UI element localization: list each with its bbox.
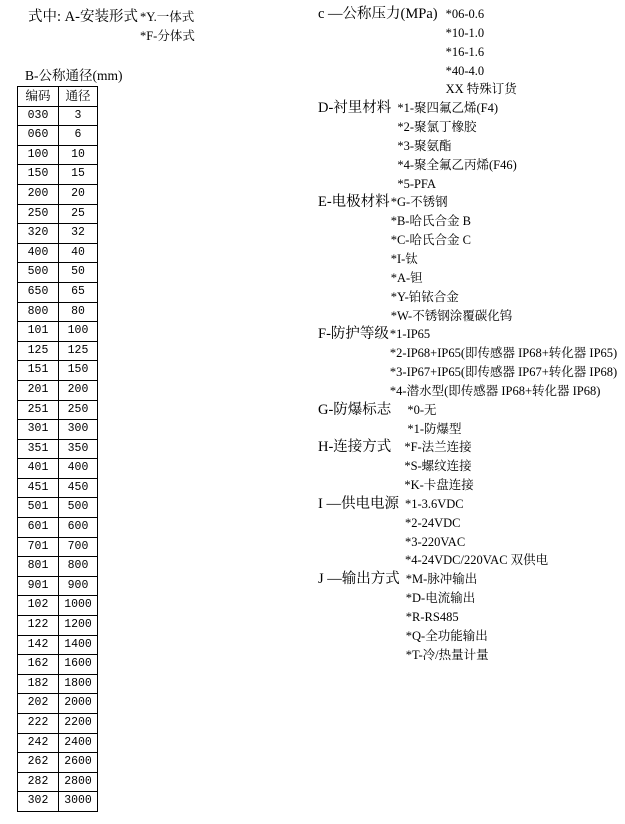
table-row [18, 322, 98, 342]
option-line [397, 175, 516, 194]
code-cell: 401 [18, 459, 59, 479]
option-text: *G-不锈钢 [390, 195, 448, 210]
table-row [18, 655, 98, 675]
diameter-cell: 1400 [59, 635, 98, 655]
diameter-cell: 200 [59, 380, 98, 400]
table-row [18, 733, 98, 753]
diameter-cell: 6 [59, 126, 98, 146]
code-cell: 302 [18, 792, 59, 812]
option-line [446, 80, 517, 99]
option-text: *1-3.6VDC [404, 496, 464, 511]
option-text: *10-1.0 [445, 25, 485, 40]
option-text: *F-分体式 [139, 28, 195, 43]
option-line [397, 137, 516, 156]
section-connection-type [318, 438, 617, 495]
table-row [18, 478, 98, 498]
code-cell: 202 [18, 694, 59, 714]
diameter-cell: 3000 [59, 792, 98, 812]
option-text: *A-钽 [390, 270, 423, 285]
option-list [397, 99, 516, 193]
diameter-cell: 500 [59, 498, 98, 518]
diameter-cell: 50 [59, 263, 98, 283]
diameter-cell: 900 [59, 576, 98, 596]
section-label: E-电极材料 [318, 194, 390, 211]
table-row [18, 439, 98, 459]
diameter-cell: 250 [59, 400, 98, 420]
code-cell: 351 [18, 439, 59, 459]
table-row [18, 282, 98, 302]
table-row [18, 400, 98, 420]
diameter-cell: 125 [59, 341, 98, 361]
table-header-row [18, 87, 98, 107]
code-cell: 901 [18, 576, 59, 596]
code-cell: 301 [18, 420, 59, 440]
diameter-cell: 15 [59, 165, 98, 185]
option-line [391, 212, 513, 231]
option-text: *1-IP65 [389, 327, 431, 342]
option-line [391, 288, 513, 307]
table-row [18, 145, 98, 165]
diameter-cell: 80 [59, 302, 98, 322]
table-row [18, 184, 98, 204]
option-line [405, 495, 548, 514]
option-text: *3-IP67+IP65(即传感器 IP67+转化器 IP68) [389, 365, 618, 380]
section-label: I —供电电源 [318, 495, 399, 512]
table-row [18, 576, 98, 596]
option-line [390, 382, 617, 401]
section-lining-material [318, 99, 617, 193]
section-label: F-防护等级 [318, 326, 389, 343]
option-text: *06-0.6 [445, 7, 485, 21]
option-text: *D-电流输出 [405, 591, 476, 606]
code-cell: 701 [18, 537, 59, 557]
section-explosion-proof [318, 401, 617, 439]
code-cell: 101 [18, 322, 59, 342]
table-row [18, 420, 98, 440]
spec-sections [318, 5, 617, 665]
code-cell: 650 [18, 282, 59, 302]
option-text: *K-卡盘连接 [404, 478, 474, 493]
option-text: *4-潜水型(即传感器 IP68+转化器 IP68) [389, 383, 601, 398]
option-line [397, 156, 516, 175]
option-line [140, 27, 195, 46]
diameter-cell: 800 [59, 557, 98, 577]
table-row [18, 459, 98, 479]
section-power-supply [318, 495, 617, 570]
code-cell: 102 [18, 596, 59, 616]
option-text: *5-PFA [397, 176, 436, 191]
option-list [405, 495, 548, 570]
option-line [391, 307, 513, 326]
section-output-mode [318, 570, 617, 664]
option-text: *2-24VDC [404, 515, 461, 530]
table-body [18, 106, 98, 811]
option-line [397, 118, 516, 137]
option-text: *F-法兰连接 [404, 440, 472, 455]
option-text: *R-RS485 [405, 610, 459, 624]
option-line [391, 231, 513, 250]
code-cell: 262 [18, 753, 59, 773]
section-label: H-连接方式 [318, 439, 392, 456]
code-cell: 151 [18, 361, 59, 381]
option-line [446, 62, 517, 81]
option-line [446, 43, 517, 62]
option-line [407, 401, 461, 420]
table-row [18, 753, 98, 773]
option-line [406, 627, 489, 646]
option-line [446, 5, 517, 24]
diameter-cell: 350 [59, 439, 98, 459]
table-row [18, 537, 98, 557]
option-text: *16-1.6 [445, 44, 485, 59]
code-cell: 242 [18, 733, 59, 753]
diameter-cell: 10 [59, 145, 98, 165]
option-text: *S-螺纹连接 [404, 459, 472, 474]
option-text: *1-聚四氟乙烯(F4) [397, 101, 499, 116]
section-label: 式中: A-安装形式 [28, 9, 138, 25]
section-protection-class [318, 325, 617, 400]
table-row [18, 302, 98, 322]
code-cell: 800 [18, 302, 59, 322]
table-row [18, 792, 98, 812]
option-list [391, 193, 513, 325]
code-cell: 451 [18, 478, 59, 498]
diameter-cell: 400 [59, 459, 98, 479]
code-cell: 201 [18, 380, 59, 400]
table-row [18, 616, 98, 636]
table-row [18, 263, 98, 283]
diameter-cell: 2600 [59, 753, 98, 773]
option-text: *Y.一体式 [139, 10, 195, 24]
option-text: *4-聚全氟乙丙烯(F46) [397, 157, 517, 172]
code-cell: 162 [18, 655, 59, 675]
option-text: *3-聚氨酯 [397, 138, 452, 153]
option-list [406, 570, 489, 664]
code-cell: 125 [18, 341, 59, 361]
section-electrode-material [318, 193, 617, 325]
diameter-cell: 32 [59, 224, 98, 244]
option-text: *I-钛 [390, 251, 418, 266]
table-row [18, 674, 98, 694]
option-line [390, 325, 617, 344]
option-text: *B-哈氏合金 B [390, 214, 471, 229]
option-text: *0-无 [407, 402, 437, 417]
diameter-cell: 2400 [59, 733, 98, 753]
diameter-cell: 1200 [59, 616, 98, 636]
table-row [18, 498, 98, 518]
option-text: *T-冷/热量计量 [405, 647, 489, 662]
option-text: *4-24VDC/220VAC 双供电 [404, 553, 549, 568]
table-row [18, 635, 98, 655]
table-row [18, 126, 98, 146]
option-line [405, 533, 548, 552]
table-row [18, 714, 98, 734]
table-row [18, 596, 98, 616]
diameter-cell: 65 [59, 282, 98, 302]
diameter-cell: 600 [59, 518, 98, 538]
diameter-cell: 1000 [59, 596, 98, 616]
table-row [18, 518, 98, 538]
option-line [390, 363, 617, 382]
diameter-cell: 450 [59, 478, 98, 498]
code-cell: 030 [18, 106, 59, 126]
option-line [406, 589, 489, 608]
option-text: XX 特殊订货 [445, 82, 517, 97]
code-cell: 200 [18, 184, 59, 204]
option-list [140, 8, 195, 46]
option-text: *M-脉冲输出 [405, 572, 478, 587]
diameter-cell: 150 [59, 361, 98, 381]
option-list [446, 5, 517, 99]
table-row [18, 772, 98, 792]
option-line [140, 8, 195, 27]
code-cell: 320 [18, 224, 59, 244]
option-line [446, 24, 517, 43]
option-text: *3-220VAC [404, 534, 466, 549]
option-line [390, 344, 617, 363]
option-list [390, 325, 617, 400]
table-row [18, 557, 98, 577]
code-cell: 222 [18, 714, 59, 734]
option-text: *W-不锈钢涂覆碳化钨 [390, 308, 513, 323]
code-cell: 251 [18, 400, 59, 420]
diameter-cell: 40 [59, 243, 98, 263]
section-label: c —公称压力(MPa) [318, 6, 438, 22]
code-cell: 500 [18, 263, 59, 283]
option-text: *2-IP68+IP65(即传感器 IP68+转化器 IP65) [389, 346, 618, 361]
code-cell: 501 [18, 498, 59, 518]
option-text: *2-聚氯丁橡胶 [397, 120, 477, 135]
diameter-cell: 2200 [59, 714, 98, 734]
diameter-code-table [17, 86, 98, 812]
table-row [18, 204, 98, 224]
option-line [391, 250, 513, 269]
option-line [391, 193, 513, 212]
option-line [406, 608, 489, 627]
code-cell: 100 [18, 145, 59, 165]
option-text: *1-防爆型 [407, 421, 462, 436]
option-line [406, 646, 489, 665]
diameter-cell: 1600 [59, 655, 98, 675]
section-label: J —输出方式 [318, 571, 400, 588]
option-line [405, 551, 548, 570]
option-line [404, 457, 473, 476]
diameter-cell: 2000 [59, 694, 98, 714]
diameter-cell: 20 [59, 184, 98, 204]
option-line [404, 438, 473, 457]
table-header-code: 编码 [18, 87, 59, 107]
option-line [397, 99, 516, 118]
diameter-cell: 300 [59, 420, 98, 440]
code-cell: 182 [18, 674, 59, 694]
code-cell: 150 [18, 165, 59, 185]
table-row [18, 694, 98, 714]
code-cell: 282 [18, 772, 59, 792]
option-list [407, 401, 461, 439]
option-text: *40-4.0 [445, 63, 485, 78]
section-label: G-防爆标志 [318, 401, 392, 418]
option-line [404, 476, 473, 495]
table-row [18, 106, 98, 126]
code-cell: 601 [18, 518, 59, 538]
code-cell: 400 [18, 243, 59, 263]
table-row [18, 165, 98, 185]
option-line [407, 420, 461, 439]
diameter-cell: 2800 [59, 772, 98, 792]
diameter-cell: 1800 [59, 674, 98, 694]
section-install-type [28, 8, 195, 46]
option-list [404, 438, 473, 495]
option-line [405, 514, 548, 533]
diameter-table-title: B-公称通径(mm) [25, 68, 123, 83]
table-row [18, 380, 98, 400]
table-row [18, 361, 98, 381]
diameter-cell: 25 [59, 204, 98, 224]
table-row [18, 224, 98, 244]
option-text: *Q-全功能输出 [405, 628, 488, 643]
option-text: *Y-铂铱合金 [390, 289, 459, 304]
table-row [18, 243, 98, 263]
code-cell: 801 [18, 557, 59, 577]
code-cell: 250 [18, 204, 59, 224]
table-row [18, 341, 98, 361]
option-line [406, 570, 489, 589]
code-cell: 060 [18, 126, 59, 146]
section-label: D-衬里材料 [318, 100, 392, 117]
option-text: *C-哈氏合金 C [390, 233, 471, 248]
diameter-cell: 3 [59, 106, 98, 126]
option-line [391, 269, 513, 288]
diameter-cell: 100 [59, 322, 98, 342]
section-pressure [318, 5, 617, 99]
table-header-diameter: 通径 [59, 87, 98, 107]
diameter-cell: 700 [59, 537, 98, 557]
code-cell: 142 [18, 635, 59, 655]
code-cell: 122 [18, 616, 59, 636]
